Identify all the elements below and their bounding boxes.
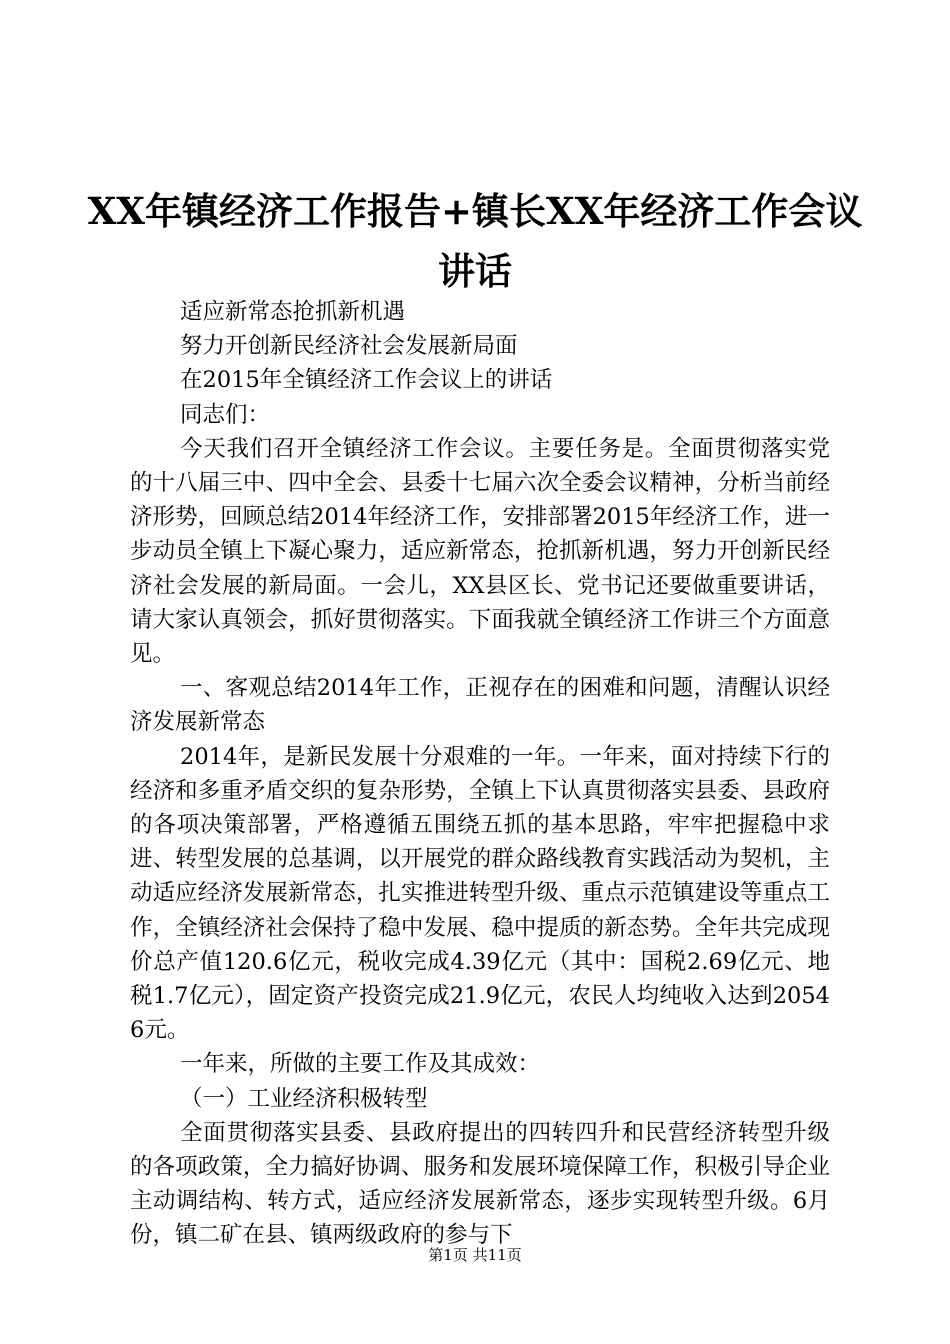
subsection-heading: （一）工业经济积极转型 <box>180 1085 428 1112</box>
section-heading: 一、客观总结2014年工作，正视存在的困难和问题，清醒认识经济发展新常态 <box>130 675 830 736</box>
document-body <box>130 295 830 1253</box>
body-paragraph: 今天我们召开全镇经济工作会议。主要任务是。全面贯彻落实党的十八届三中、四中全会、县委十七届六次全委会议精神，分析当前经济形势，回顾总结2014年经济工作，安排部署2015年经济工作，进一步动员全镇上下凝心聚力，适应新常态，抢抓新机遇，努力开创新民经济社会发展的新局面。一会儿，XX县区长、党书记还要做重要讲话，请大家认真领会，抓好贯彻落实。下面我就全镇经济工作讲三个方面意见。 <box>130 435 830 668</box>
page-number: 第1页 共11页 <box>428 1246 522 1264</box>
body-paragraph: 全面贯彻落实县委、县政府提出的四转四升和民营经济转型升级的各项政策，全力搞好协调、服务和发展环境保障工作，积极引导企业主动调结构、转方式，适应经济发展新常态，逐步实现转型升级。6月份，镇二矿在县、镇两级政府的参与下 <box>130 1119 830 1249</box>
subtitle-line-1: 适应新常态抢抓新机遇 <box>180 299 406 325</box>
salutation: 同志们： <box>180 401 271 428</box>
body-paragraph: 2014年，是新民发展十分艰难的一年。一年来，面对持续下行的经济和多重矛盾交织的复杂形势，全镇上下认真贯彻落实县委、县政府的各项决策部署，严格遵循五围绕五抓的基本思路，牢牢把握稳中求进、转型发展的总基调，以开展党的群众路线教育实践活动为契机，主动适应经济发展新常态，扎实推进转型升级、重点示范镇建设等重点工作，全镇经济社会保持了稳中发展、稳中提质的新态势。全年共完成现价总产值120.6亿元，税收完成4.39亿元（其中：国税2.69亿元、地税1.7亿元），固定资产投资完成21.9亿元，农民人均纯收入达到20546元。 <box>130 743 830 1044</box>
document-title-line-1: XX年镇经济工作报告+镇长XX年经济工作会议 <box>87 189 863 233</box>
subtitle-line-2: 努力开创新民经济社会发展新局面 <box>180 333 518 360</box>
document-title-line-2: 讲话 <box>438 249 512 293</box>
subtitle-line-3: 在2015年全镇经济工作会议上的讲话 <box>180 367 553 394</box>
body-paragraph: 一年来，所做的主要工作及其成效： <box>180 1051 541 1078</box>
